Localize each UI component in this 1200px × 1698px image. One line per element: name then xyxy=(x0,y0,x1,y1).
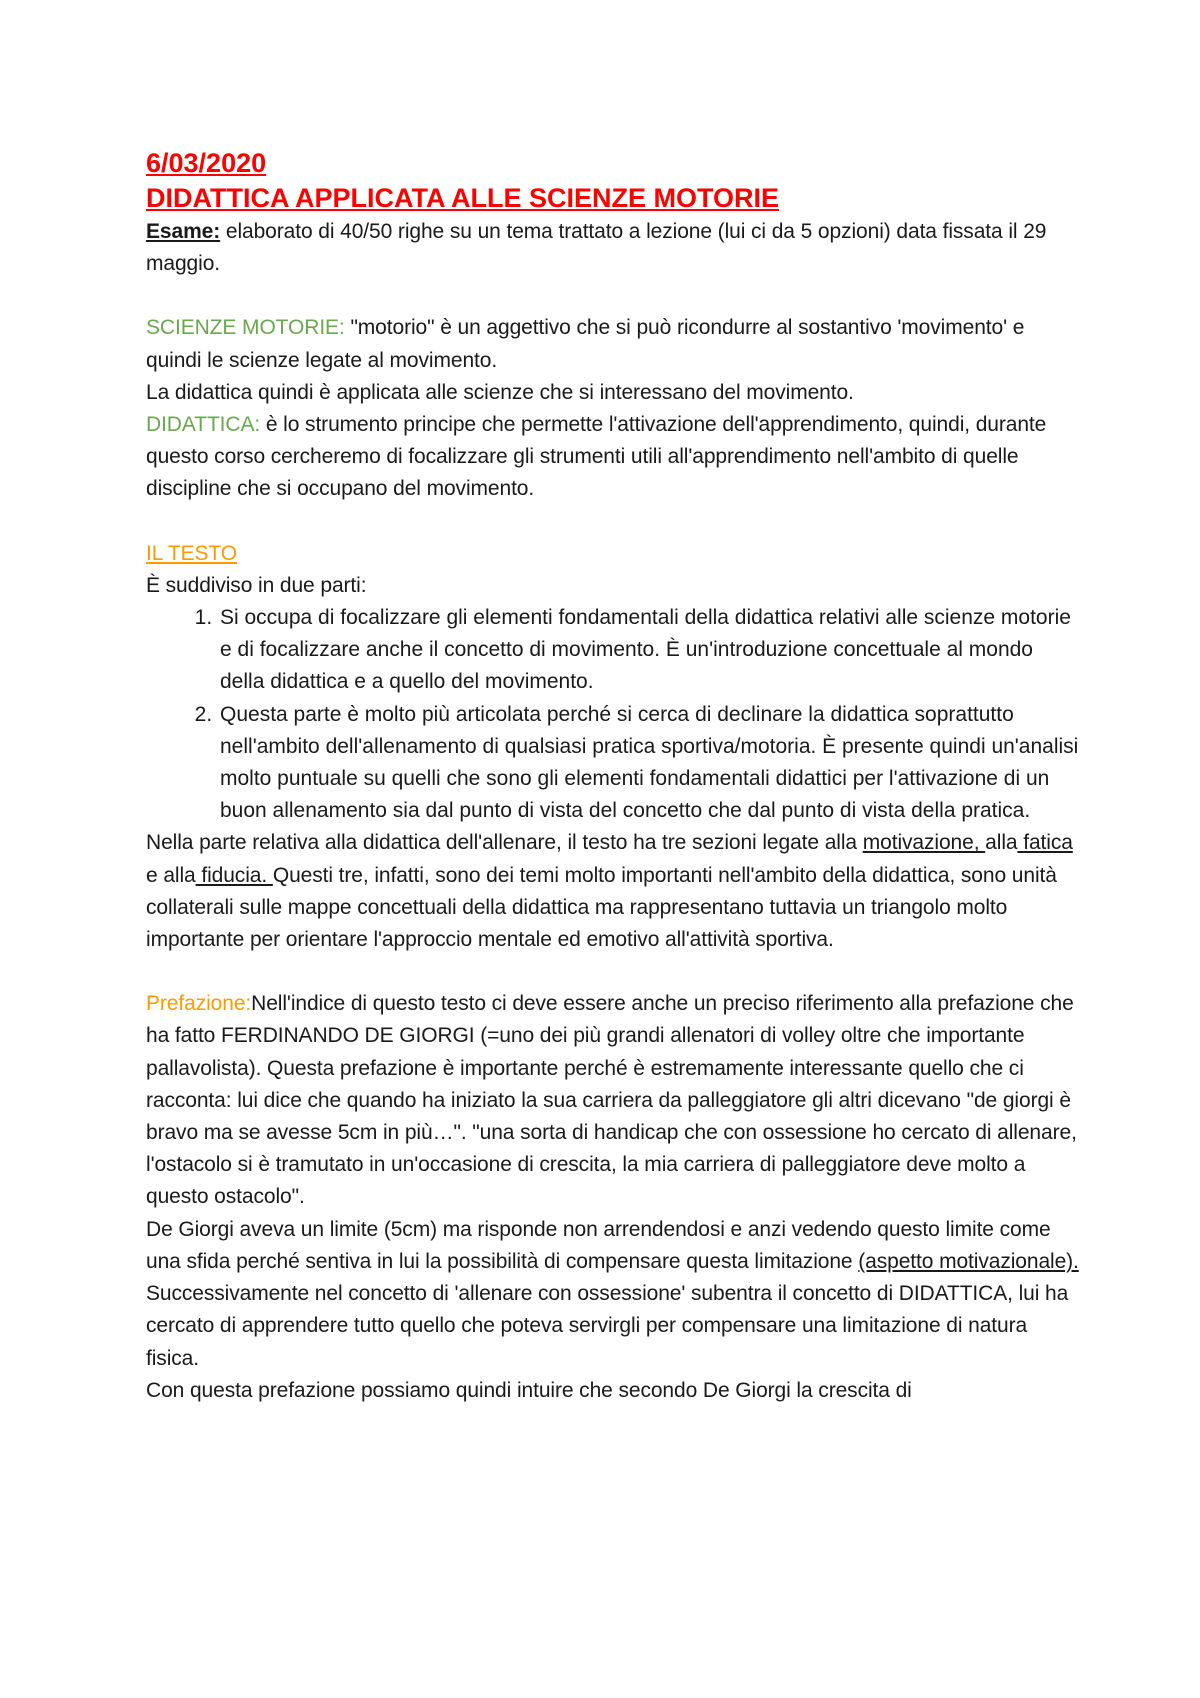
spacer xyxy=(146,280,1080,312)
scienze-term: SCIENZE MOTORIE: xyxy=(146,316,345,340)
list-item: 1. Si occupa di focalizzare gli elementi fondamentali della didattica relativi alle scienze motorie e di focalizzare anche il concetto di movimento. È un'introduzione concettuale al mondo della didattica e a quello del movimento. xyxy=(218,602,1080,699)
prefazione-paragraph xyxy=(146,988,1080,1213)
testo-heading: IL TESTO xyxy=(146,541,238,565)
testo-intro: È suddiviso in due parti: xyxy=(146,573,367,597)
conclusione-paragraph: Con questa prefazione possiamo quindi intuire che secondo De Giorgi la crescita di xyxy=(146,1378,912,1402)
exam-text: elaborato di 40/50 righe su un tema trattato a lezione (lui ci da 5 opzioni) data fissata il 29 maggio. xyxy=(146,220,1047,276)
degiorgi-paragraph xyxy=(146,1214,1080,1278)
didattica-text: è lo strumento principe che permette l'attivazione dell'apprendimento, quindi, durante questo corso cercheremo di focalizzare gli strumenti utili all'apprendimento nell'ambito di quelle discipline che si occupano del movimento. xyxy=(146,413,1047,501)
sezioni-text-t2: e alla xyxy=(146,863,196,887)
scienze-text: "motorio" è un aggettivo che si può ricondurre al sostantivo 'movimento' e quindi le scienze legate al movimento. xyxy=(146,316,1025,372)
motivazione-term: motivazione, xyxy=(862,831,986,855)
sezioni-text-b: Questi tre, infatti, sono dei temi molto importanti nell'ambito della didattica, sono unità collaterali sulle mappe concettuali della didattica ma rappresentano tuttavia un triangolo molto importante per orientare l'approccio mentale ed emotivo all'attività sportiva. xyxy=(146,863,1057,952)
aspetto-motivazionale: (aspetto motivazionale). xyxy=(858,1249,1079,1273)
spacer xyxy=(146,956,1080,988)
prefazione-text: Nell'indice di questo testo ci deve essere anche un preciso riferimento alla prefazione che ha fatto FERDINANDO DE GIORGI (=uno dei più grandi allenatori di volley oltre che importante pallavolista). Questa prefazione è importante perché è estremamente interessante quello che ci racconta: lui dice che quando ha iniziato la sua carriera da palleggiatore gli altri dicevano "de giorgi è bravo ma se avesse 5cm in più…". "una sorta di handicap che con ossessione ho cercato di allenare, l'ostacolo si è tramutato in un'occasione di crescita, la mia carriera di palleggiatore deve molto a questo ostacolo". xyxy=(146,992,1077,1209)
list-item: 2. Questa parte è molto più articolata perché si cerca di declinare la didattica soprattutto nell'ambito dell'allenamento di qualsiasi pratica sportiva/motoria. È presente quindi un'analisi molto puntuale su quelli che sono gli elementi fondamentali didattici per l'attivazione di un buon allenamento sia dal punto di vista del concetto che dal punto di vista della pratica. xyxy=(218,699,1080,828)
sezioni-text-t1: alla xyxy=(985,831,1018,855)
fiducia-term: fiducia. xyxy=(195,863,273,887)
course-title: DIDATTICA APPLICATA ALLE SCIENZE MOTORIE xyxy=(146,183,779,213)
didattica-ossessione-paragraph: Successivamente nel concetto di 'allenare con ossessione' subentra il concetto di DIDATTICA, lui ha cercato di apprendere tutto quello che poteva servirgli per compensare una limitazione di natura fisica. xyxy=(146,1282,1069,1370)
sezioni-text-a: Nella parte relativa alla didattica dell'allenare, il testo ha tre sezioni legate alla xyxy=(146,831,863,855)
date-heading: 6/03/2020 xyxy=(146,148,267,178)
exam-paragraph xyxy=(146,216,1080,280)
didattica-term: DIDATTICA: xyxy=(146,413,261,437)
testo-list xyxy=(146,602,1080,827)
degiorgi-text: De Giorgi aveva un limite (5cm) ma risponde non arrendendosi e anzi vedendo questo limite come una sfida perché sentiva in lui la possibilità di compensare questa limitazione xyxy=(146,1217,1051,1273)
sezioni-paragraph xyxy=(146,827,1080,956)
fatica-term: fatica xyxy=(1017,831,1073,855)
didattica-paragraph xyxy=(146,409,1080,506)
scienze-line2: La didattica quindi è applicata alle scienze che si interessano del movimento. xyxy=(146,380,854,404)
scienze-paragraph xyxy=(146,312,1080,376)
prefazione-term: Prefazione: xyxy=(146,992,252,1016)
exam-label: Esame: xyxy=(146,220,221,243)
spacer xyxy=(146,506,1080,538)
